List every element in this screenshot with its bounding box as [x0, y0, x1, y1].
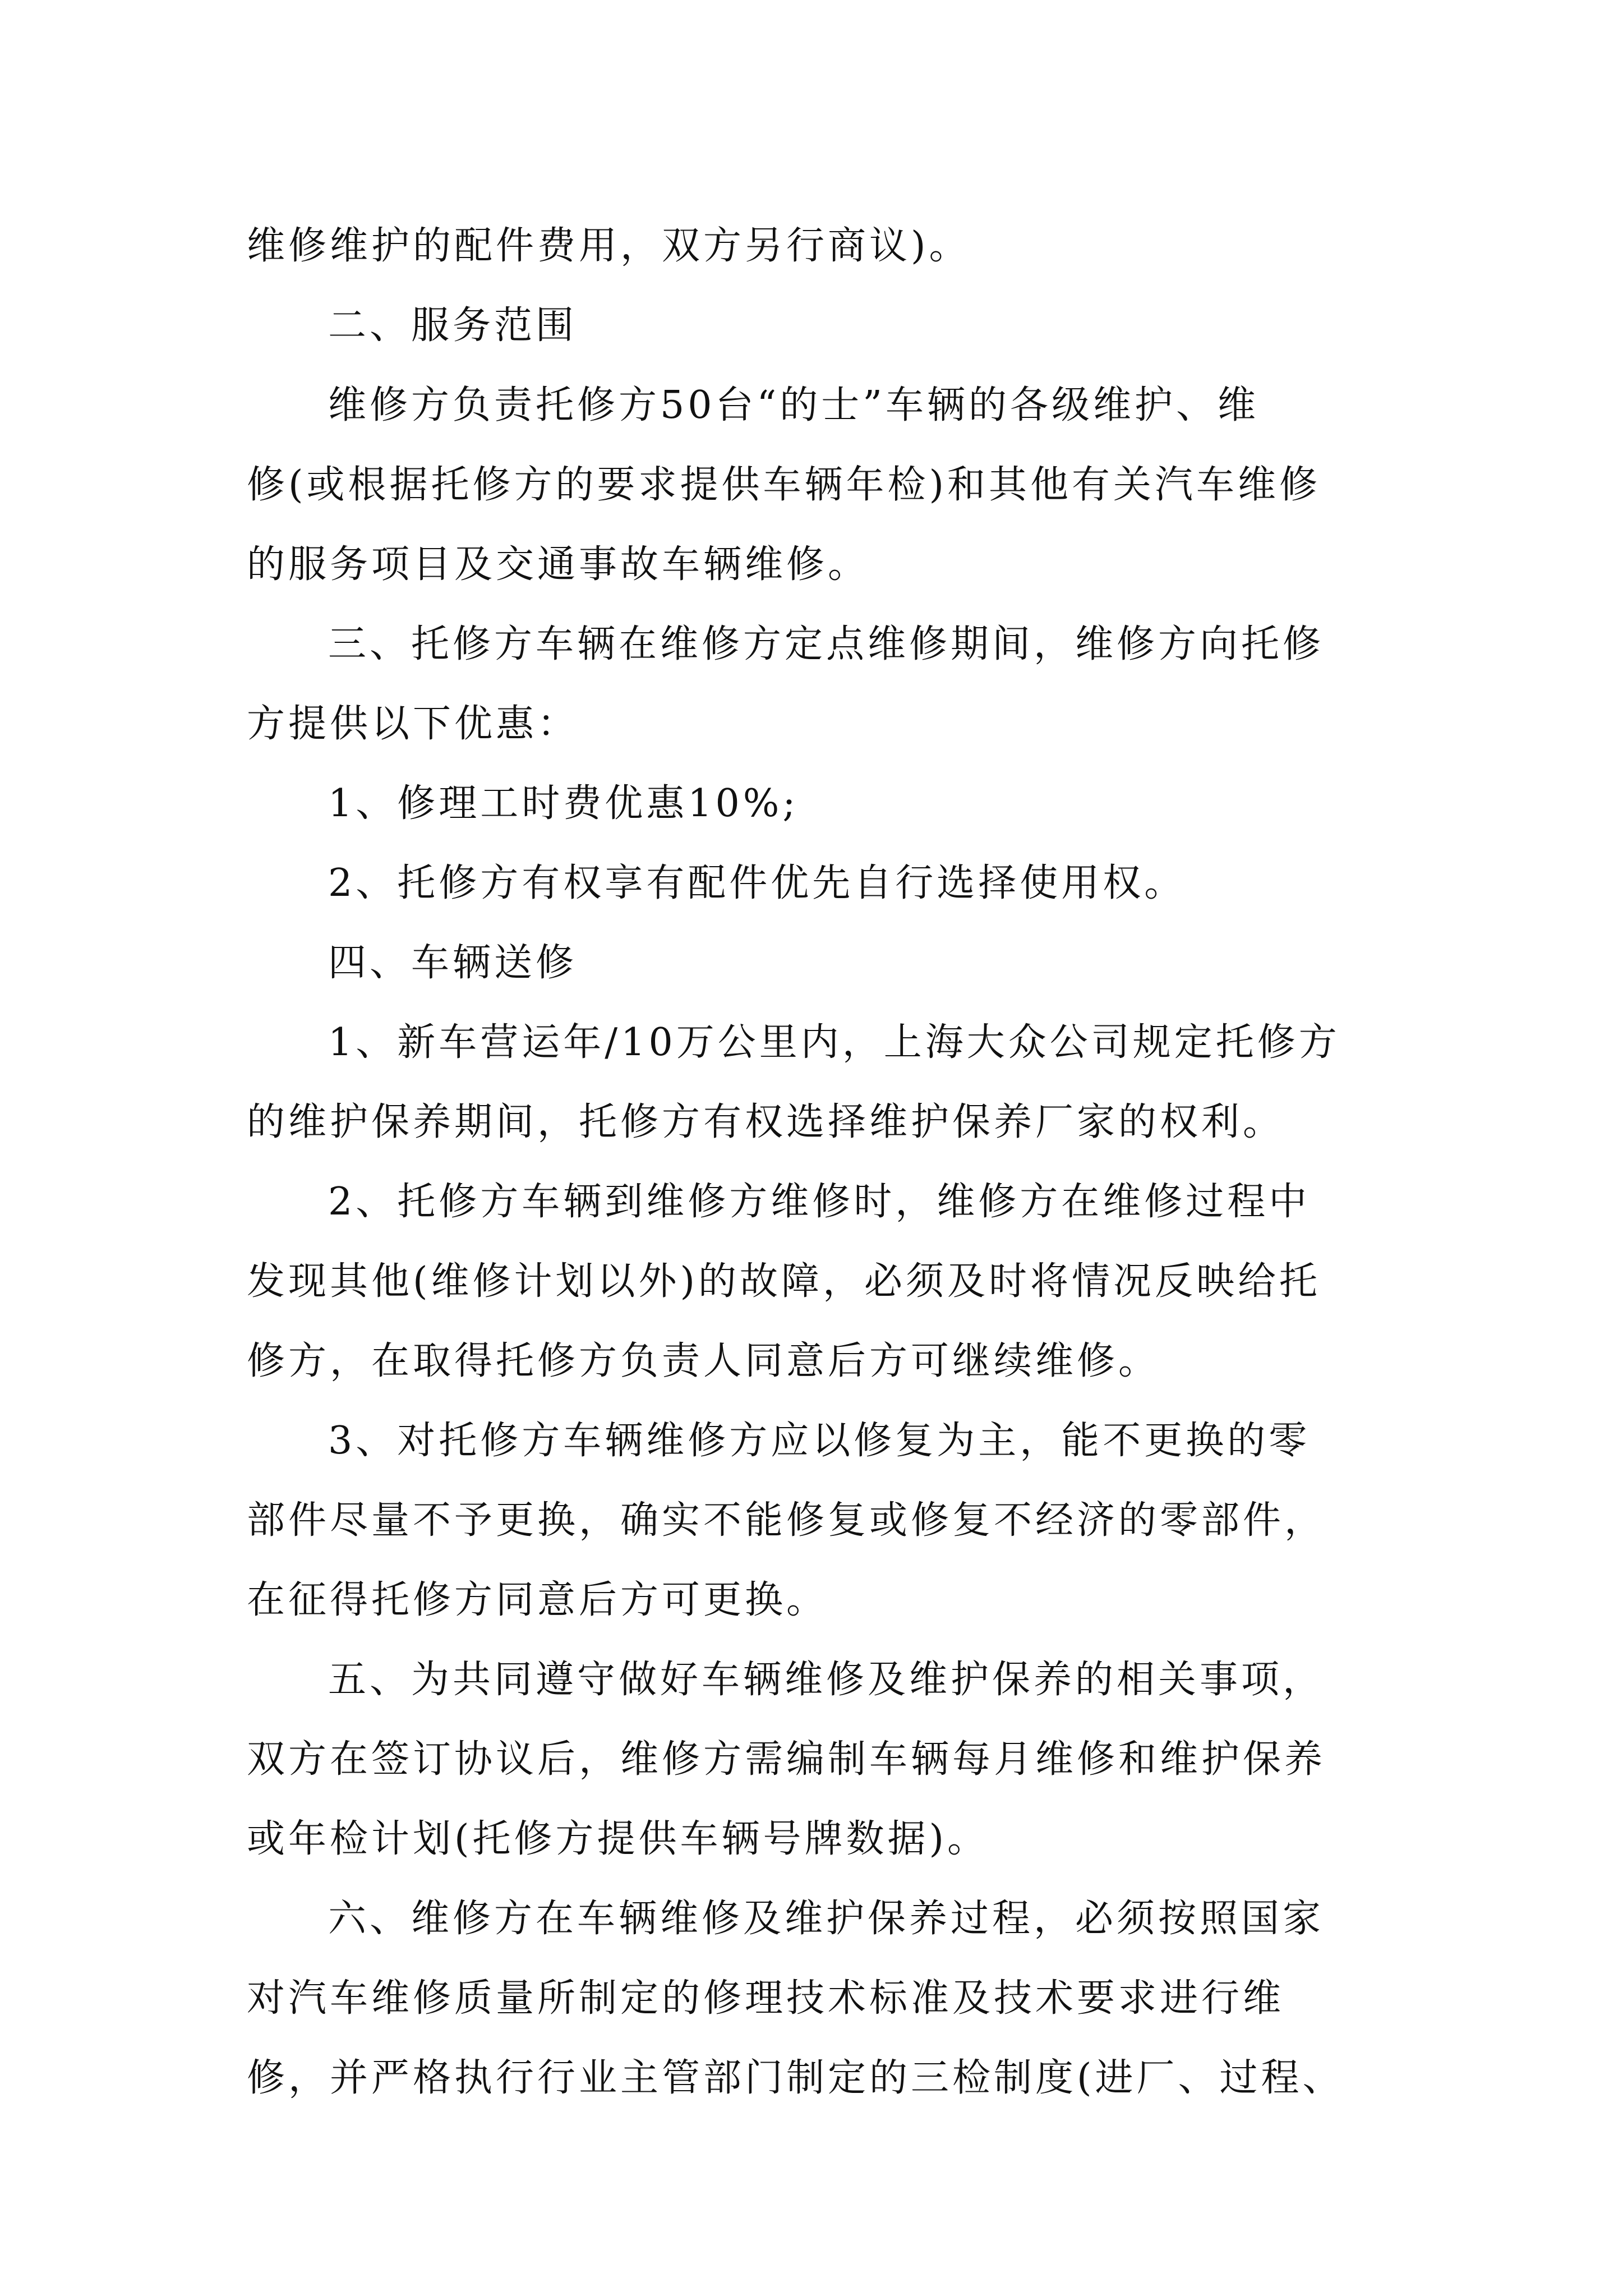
text-line: 的维护保养期间，托修方有权选择维护保养厂家的权利。 — [247, 1100, 1285, 1144]
text-line: 维修维护的配件费用，双方另行商议)。 — [247, 224, 971, 268]
list-item: 1、新车营运年/10万公里内，上海大众公司规定托修方 — [328, 1020, 1340, 1065]
text-line: 在征得托修方同意后方可更换。 — [247, 1578, 828, 1622]
text-line: 修(或根据托修方的要求提供车辆年检)和其他有关汽车维修 — [247, 463, 1321, 507]
text-line: 修，并严格执行行业主管部门制定的三检制度(进厂、过程、 — [247, 2056, 1344, 2100]
text-line: 的服务项目及交通事故车辆维修。 — [247, 542, 870, 587]
text-line: 方提供以下优惠： — [247, 702, 579, 746]
text-line: 或年检计划(托修方提供车辆号牌数据)。 — [247, 1817, 989, 1861]
text-line: 维修方负责托修方50台“的士”车辆的各级维护、维 — [328, 383, 1260, 427]
text-line: 修方，在取得托修方负责人同意后方可继续维修。 — [247, 1339, 1160, 1383]
list-item: 2、托修方有权享有配件优先自行选择使用权。 — [328, 861, 1186, 905]
document-body — [247, 206, 1402, 2118]
text-line: 部件尽量不予更换，确实不能修复或修复不经济的零部件， — [247, 1498, 1326, 1543]
text-line: 发现其他(维修计划以外)的故障，必须及时将情况反映给托 — [247, 1259, 1321, 1304]
text-line: 六、维修方在车辆维修及维护保养过程，必须按照国家 — [328, 1897, 1325, 1941]
section-heading: 二、服务范围 — [328, 303, 578, 348]
section-heading: 四、车辆送修 — [328, 941, 578, 985]
text-line: 双方在签订协议后，维修方需编制车辆每月维修和维护保养 — [247, 1737, 1326, 1782]
list-item: 2、托修方车辆到维修方维修时，维修方在维修过程中 — [328, 1180, 1311, 1224]
list-item: 3、对托修方车辆维修方应以修复为主，能不更换的零 — [328, 1419, 1311, 1463]
list-item: 1、修理工时费优惠10%; — [328, 781, 799, 826]
text-line: 三、托修方车辆在维修方定点维修期间，维修方向托修 — [328, 622, 1325, 666]
text-line: 五、为共同遵守做好车辆维修及维护保养的相关事项， — [328, 1658, 1325, 1702]
text-line: 对汽车维修质量所制定的修理技术标准及技术要求进行维 — [247, 1976, 1285, 2021]
